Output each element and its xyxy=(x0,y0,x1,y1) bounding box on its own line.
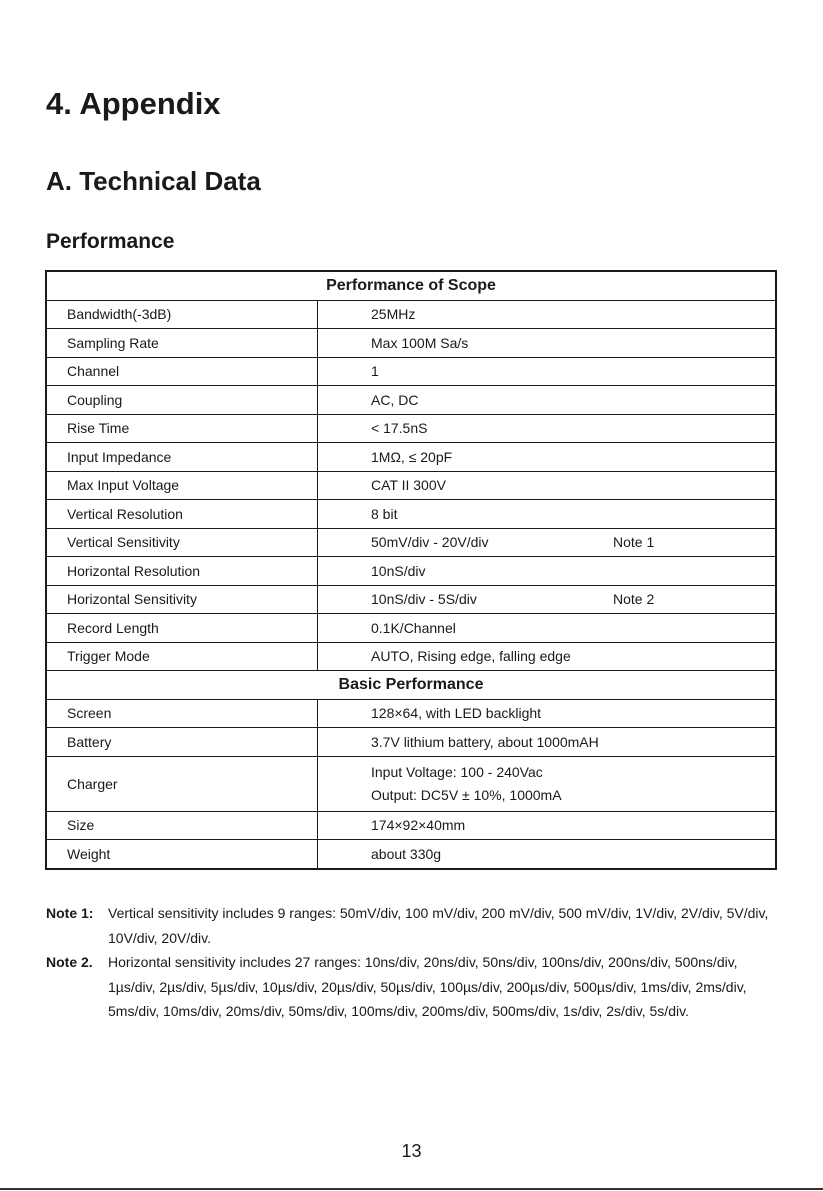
table-row xyxy=(46,642,776,671)
page-number: 13 xyxy=(401,1141,422,1161)
subsection-heading: Performance xyxy=(46,230,175,253)
page-title: 4. Appendix xyxy=(46,86,221,121)
spec-value: 8 bit xyxy=(318,500,777,529)
spec-label: Channel xyxy=(46,357,318,386)
charger-output: Output: DC5V ± 10%, 1000mA xyxy=(371,786,562,803)
charger-input: Input Voltage: 100 - 240Vac xyxy=(371,763,543,780)
note-text: Horizontal sensitivity includes 27 ranges: 10ns/div, 20ns/div, 50ns/div, 100ns/div, 200ns/div, 500ns/div, 1µs/div, 2µs/div, 5µs/div, 10µs/div, 20µs/div, 50µs/div, 100µs/div, 200µs/div, 500µs/div, 1ms/div, 2ms/div, 5ms/div, 10ms/div, 20ms/div, 50ms/div, 100ms/div, 200ms/div, 500ms/div, 1s/div, 2s/div, 5s/div. xyxy=(108,954,747,1019)
spec-value: 1 xyxy=(318,357,777,386)
section-header-row xyxy=(46,271,776,300)
note-text: Vertical sensitivity includes 9 ranges: 50mV/div, 100 mV/div, 200 mV/div, 500 mV/div, 1V/div, 2V/div, 5V/div, 10V/div, 20V/div. xyxy=(108,905,769,946)
spec-value: CAT II 300V xyxy=(318,471,777,500)
spec-value: 174×92×40mm xyxy=(318,811,777,840)
table-row xyxy=(46,443,776,472)
table-row xyxy=(46,386,776,415)
table-row xyxy=(46,357,776,386)
spec-label: Vertical Resolution xyxy=(46,500,318,529)
table-row xyxy=(46,840,776,869)
spec-value: 1MΩ, ≤ 20pF xyxy=(318,443,777,472)
table-row xyxy=(46,728,776,757)
spec-label: Input Impedance xyxy=(46,443,318,472)
table-row xyxy=(46,414,776,443)
spec-value: 10nS/div xyxy=(318,557,777,586)
spec-label: Horizontal Sensitivity xyxy=(46,585,318,614)
spec-value: 128×64, with LED backlight xyxy=(318,699,777,728)
note-key: Note 2. xyxy=(46,954,93,970)
section-header-row xyxy=(46,671,776,700)
spec-value: 3.7V lithium battery, about 1000mAH xyxy=(318,728,777,757)
spec-value: Max 100M Sa/s xyxy=(318,329,777,358)
bottom-divider xyxy=(0,1188,823,1190)
spec-label: Size xyxy=(46,811,318,840)
spec-value: about 330g xyxy=(318,840,777,869)
spec-label: Battery xyxy=(46,728,318,757)
table-row xyxy=(46,471,776,500)
spec-value: AC, DC xyxy=(318,386,777,415)
table-row xyxy=(46,300,776,329)
note-2 xyxy=(46,950,786,1024)
spec-value: < 17.5nS xyxy=(318,414,777,443)
section-title: Performance of Scope xyxy=(46,271,776,300)
spec-label: Sampling Rate xyxy=(46,329,318,358)
table-row xyxy=(46,699,776,728)
spec-label: Horizontal Resolution xyxy=(46,557,318,586)
spec-label: Weight xyxy=(46,840,318,869)
spec-label: Screen xyxy=(46,699,318,728)
note-ref: Note 2 xyxy=(613,591,655,608)
table-row xyxy=(46,557,776,586)
section-title: Basic Performance xyxy=(46,671,776,700)
spec-label: Coupling xyxy=(46,386,318,415)
note-ref: Note 1 xyxy=(613,534,655,551)
note-key: Note 1: xyxy=(46,905,94,921)
table-row xyxy=(46,585,776,614)
spec-value: 10nS/div - 5S/div Note 2 xyxy=(318,585,777,614)
spec-value: 50mV/div - 20V/div Note 1 xyxy=(318,528,777,557)
spec-label: Max Input Voltage xyxy=(46,471,318,500)
spec-label: Rise Time xyxy=(46,414,318,443)
spec-table xyxy=(45,270,777,870)
table-row xyxy=(46,811,776,840)
spec-label: Charger xyxy=(46,756,318,811)
table-row xyxy=(46,756,776,811)
spec-label: Trigger Mode xyxy=(46,642,318,671)
table-row xyxy=(46,528,776,557)
table-row xyxy=(46,329,776,358)
table-row xyxy=(46,614,776,643)
section-heading: A. Technical Data xyxy=(46,166,261,196)
spec-value xyxy=(318,756,777,811)
spec-value: 0.1K/Channel xyxy=(318,614,777,643)
table-row xyxy=(46,500,776,529)
spec-label: Vertical Sensitivity xyxy=(46,528,318,557)
spec-value: AUTO, Rising edge, falling edge xyxy=(318,642,777,671)
notes-section xyxy=(46,901,786,1024)
spec-label: Record Length xyxy=(46,614,318,643)
spec-label: Bandwidth(-3dB) xyxy=(46,300,318,329)
note-1 xyxy=(46,901,786,950)
spec-value: 25MHz xyxy=(318,300,777,329)
